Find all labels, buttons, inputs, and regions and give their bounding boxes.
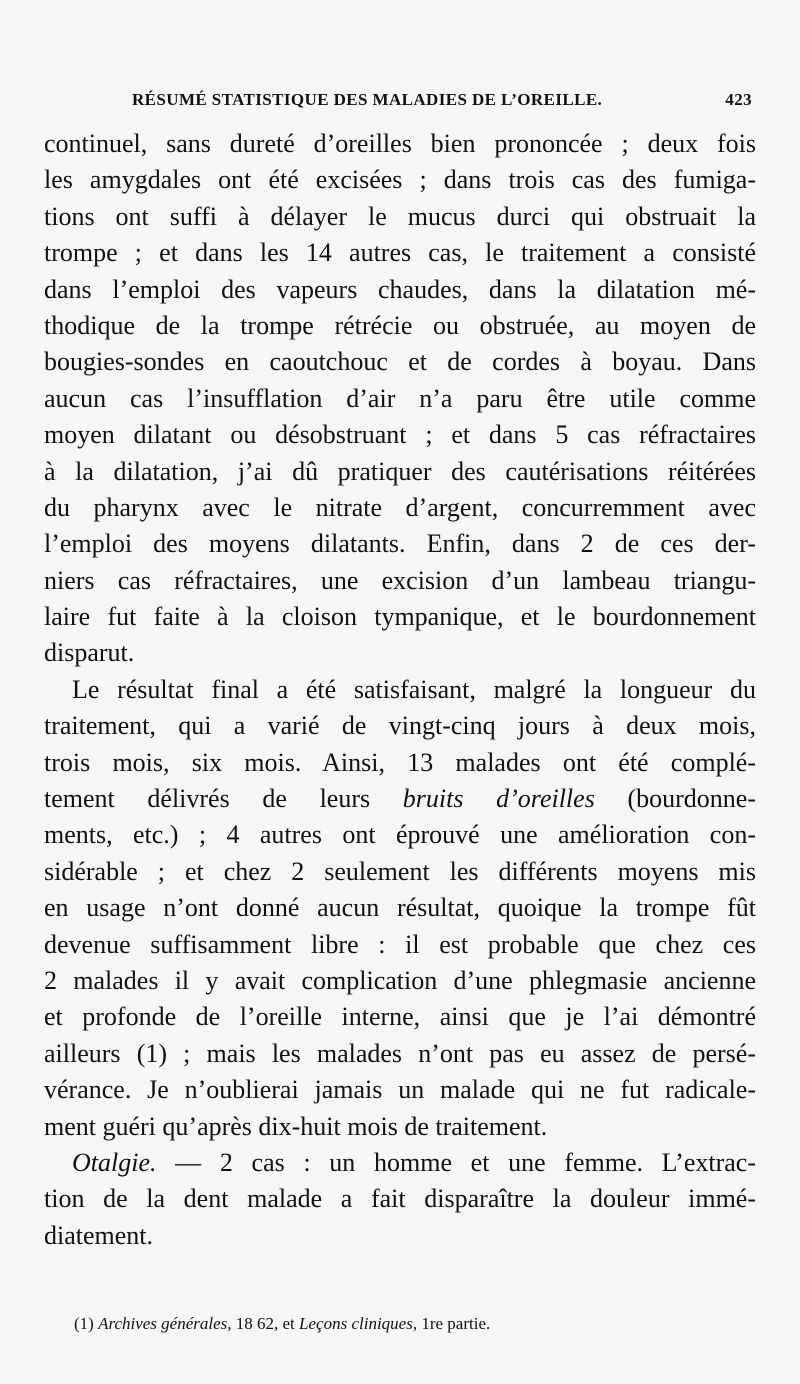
text-line: devenue suffisamment libre : il est probable que chez ces [44, 929, 756, 959]
text-line: aucun cas l’insufflation d’air n’a paru être utile comme [44, 383, 756, 413]
running-title: RÉSUMÉ STATISTIQUE DES MALADIES DE L’OREILLE. [132, 90, 603, 109]
text-line: sidérable ; et chez 2 seulement les différents moyens mis [44, 856, 756, 886]
italic-lead: Otalgie. [72, 1147, 157, 1177]
text-line: diatement. [44, 1220, 154, 1250]
text-line: tions ont suffi à délayer le mucus durci qui obstruait la [44, 201, 756, 231]
footnote-source-2: Leçons cliniques [299, 1314, 413, 1333]
running-head [132, 90, 752, 112]
text-line: niers cas réfractaires, une excision d’un lambeau triangu- [44, 565, 756, 595]
text-line: les amygdales ont été excisées ; dans trois cas des fumiga- [44, 165, 756, 195]
text-line: ment guéri qu’après dix-huit mois de traitement. [44, 1111, 548, 1141]
text-run: , 18 62, et [227, 1314, 300, 1333]
text-run: — 2 cas : un homme et une femme. L’extrac- [156, 1147, 756, 1177]
italic-phrase: bruits d’oreilles [402, 784, 595, 814]
page-number: 423 [725, 90, 752, 109]
footnote-marker: (1) [74, 1314, 99, 1333]
text-line: l’emploi des moyens dilatants. Enfin, dans 2 de ces der- [44, 529, 756, 559]
text-run: , 1re partie. [412, 1314, 491, 1333]
text-line: 2 malades il y avait complication d’une phlegmasie ancienne [44, 965, 756, 995]
text-line: à la dilatation, j’ai dû pratiquer des cautérisations réitérées [44, 456, 756, 486]
text-line: tion de la dent malade a fait disparaître la douleur immé- [44, 1184, 756, 1214]
text-run: tement délivrés de leurs [44, 784, 403, 814]
text-line: du pharynx avec le nitrate d’argent, concurremment avec [44, 492, 756, 522]
footnote-source-1: Archives générales [98, 1314, 228, 1333]
text-line: dans l’emploi des vapeurs chaudes, dans la dilatation mé- [44, 274, 756, 304]
text-line [44, 1145, 756, 1181]
text-line: ments, etc.) ; 4 autres ont éprouvé une amélioration con- [44, 820, 756, 850]
body-text [44, 126, 756, 1254]
text-line: continuel, sans dureté d’oreilles bien prononcée ; deux fois [44, 129, 756, 158]
text-line: et profonde de l’oreille interne, ainsi que je l’ai démontré [44, 1002, 756, 1032]
text-line: ailleurs (1) ; mais les malades n’ont pas eu assez de persé- [44, 1038, 756, 1068]
text-line: thodique de la trompe rétrécie ou obstruée, au moyen de [44, 310, 756, 340]
text-line [44, 781, 756, 817]
text-line: bougies-sondes en caoutchouc et de cordes à boyau. Dans [44, 347, 756, 377]
text-line: laire fut faite à la cloison tympanique, et le bourdonnement [44, 602, 756, 632]
footnote [74, 1314, 674, 1334]
text-line: moyen dilatant ou désobstruant ; et dans 5 cas réfractaires [44, 420, 756, 450]
text-line: vérance. Je n’oublierai jamais un malade qui ne fut radicale- [44, 1075, 756, 1105]
text-line: Le résultat final a été satisfaisant, malgré la longueur du [72, 674, 756, 704]
text-line: traitement, qui a varié de vingt-cinq jours à deux mois, [44, 711, 756, 741]
text-line: trompe ; et dans les 14 autres cas, le traitement a consisté [44, 238, 756, 268]
text-run: (bourdonne- [594, 784, 756, 814]
text-line: trois mois, six mois. Ainsi, 13 malades ont été complé- [44, 747, 756, 777]
text-line: disparut. [44, 638, 135, 668]
text-line: en usage n’ont donné aucun résultat, quoique la trompe fût [44, 893, 756, 923]
